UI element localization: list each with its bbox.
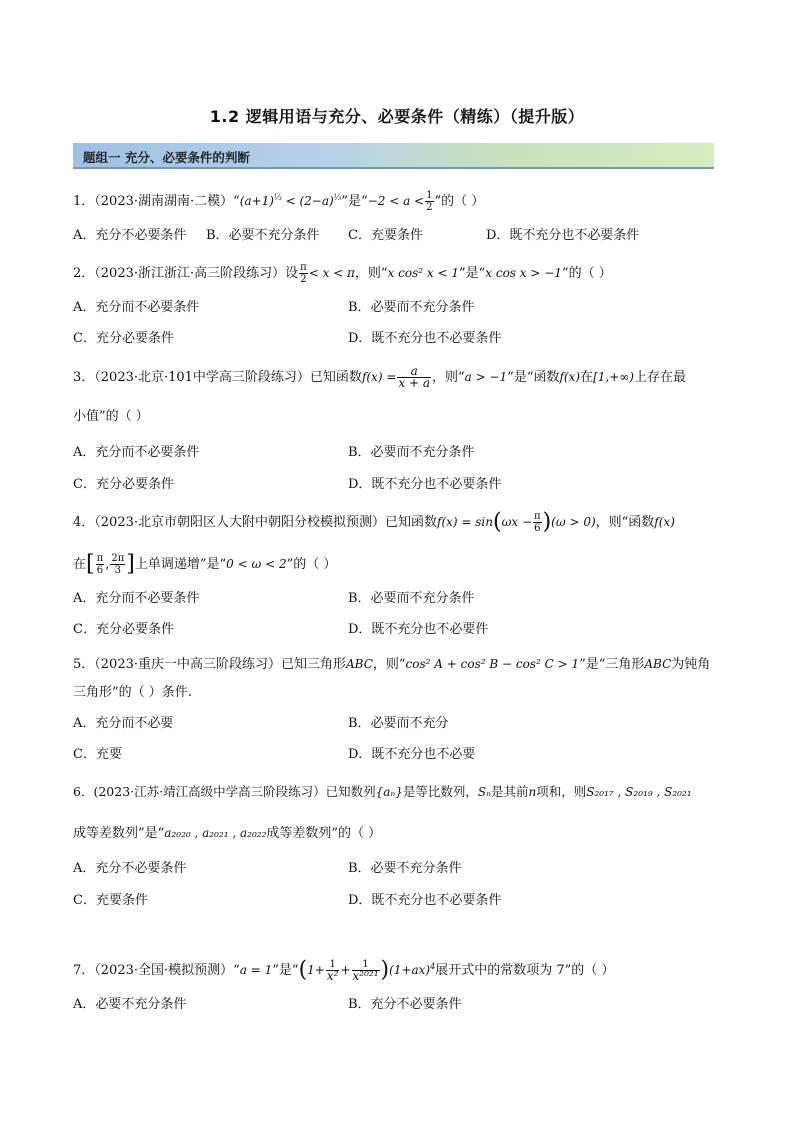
q5-option-a: A．充分而不必要 (73, 716, 174, 731)
q5-option-b: B．必要而不充分 (348, 716, 449, 731)
q3-option-d: D．既不充分也不必要条件 (348, 477, 502, 492)
q2-option-b: B．必要而不充分条件 (348, 300, 475, 315)
q3-option-a: A．充分而不必要条件 (73, 445, 200, 460)
q6-option-d: D．既不充分也不必要条件 (348, 893, 502, 908)
q1-option-c: C．充要条件 (348, 228, 423, 243)
q5-option-c: C．充要 (73, 747, 122, 762)
question-7: 7．（2023·全国·模拟预测）“a = 1”是“(1+ $\frac{1}{\text{x²}}$ + $\frac{1}{\text{x²⁰²¹}}$ )$(1+ax)^4$展开式中的常数项为 7”的（ ） (73, 957, 615, 983)
question-2: 2．（2023·浙江浙江·高三阶段练习）设 $\frac{\pi}{2}$ < x < π，则“x cos² x < 1”是“x cos x > −1”的（ ） (73, 262, 612, 285)
q4-option-c: C．充分必要条件 (73, 622, 174, 637)
q2-option-d: D．既不充分也不必要条件 (348, 331, 502, 346)
q1-option-d: D．既不充分也不必要条件 (486, 228, 640, 243)
question-6-line-2: 成等差数列”是“a₂₀₂₀ , a₂₀₂₁ , a₂₀₂₂成等差数列”的（ ） (73, 826, 382, 841)
q6-option-c: C．充要条件 (73, 893, 148, 908)
q6-option-b: B．必要不充分条件 (348, 861, 462, 876)
question-4: 4．（2023·北京市朝阳区人大附中朝阳分校模拟预测）已知函数f(x) = sin(ωx − $\frac{\pi}{6}$ )(ω > 0)，则“函数f(x) (73, 509, 675, 535)
q4-option-b: B．必要而不充分条件 (348, 591, 475, 606)
q1-option-a: A．充分不必要条件 (73, 228, 187, 243)
question-1: 1．（2023·湖南湖南·二模）“$(a+1)^{\frac{1}{3}} < (2-a)^{\frac{1}{3}}$”是“−2 < a < $\frac{1}{2}$ ”的（ ） (73, 190, 485, 213)
question-3: 3．（2023·北京·101中学高三阶段练习）已知函数f(x) = $\frac{a}{x + a}$ ，则“a > −1”是“函数f(x)在[1,+∞)上存在最 (73, 364, 686, 390)
q1-option-b: B．必要不充分条件 (206, 228, 320, 243)
section-banner (73, 143, 714, 169)
q7-option-a: A．必要不充分条件 (73, 997, 187, 1012)
q2-option-a: A．充分而不必要条件 (73, 300, 200, 315)
q4-option-a: A．充分而不必要条件 (73, 591, 200, 606)
q4-option-d: D．既不充分也不必要件 (348, 622, 489, 637)
question-6: 6．(2023·江苏·靖江高级中学高三阶段练习）已知数列{aₙ}是等比数列，Sₙ是其前n项和，则S₂₀₁₇ , S₂₀₁₉ , S₂₀₂₁ (73, 784, 692, 799)
q2-option-c: C．充分必要条件 (73, 331, 174, 346)
question-3-line-2: 小值”的（ ） (73, 409, 149, 424)
page-title: 1.2 逻辑用语与充分、必要条件（精练）（提升版） (209, 107, 585, 126)
q7-option-b: B．充分不必要条件 (348, 997, 462, 1012)
q3-option-b: B．必要而不充分条件 (348, 445, 475, 460)
question-5: 5．（2023·重庆一中高三阶段练习）已知三角形ABC，则“cos² A + cos² B − cos² C > 1”是“三角形ABC为钝角 (73, 657, 711, 672)
q6-option-a: A．充分不必要条件 (73, 861, 187, 876)
question-5-line-2: 三角形”的（ ）条件. (73, 685, 192, 700)
q3-option-c: C．充分必要条件 (73, 477, 174, 492)
question-4-line-2: 在[ $\frac{\pi}{6}$ , $\frac{2\pi}{3}$ ]上单调递增”是“0 < ω < 2”的（ ） (73, 551, 337, 577)
q5-option-d: D．既不充分也不必要 (348, 747, 476, 762)
section-title: 题组一 充分、必要条件的判断 (83, 150, 250, 165)
